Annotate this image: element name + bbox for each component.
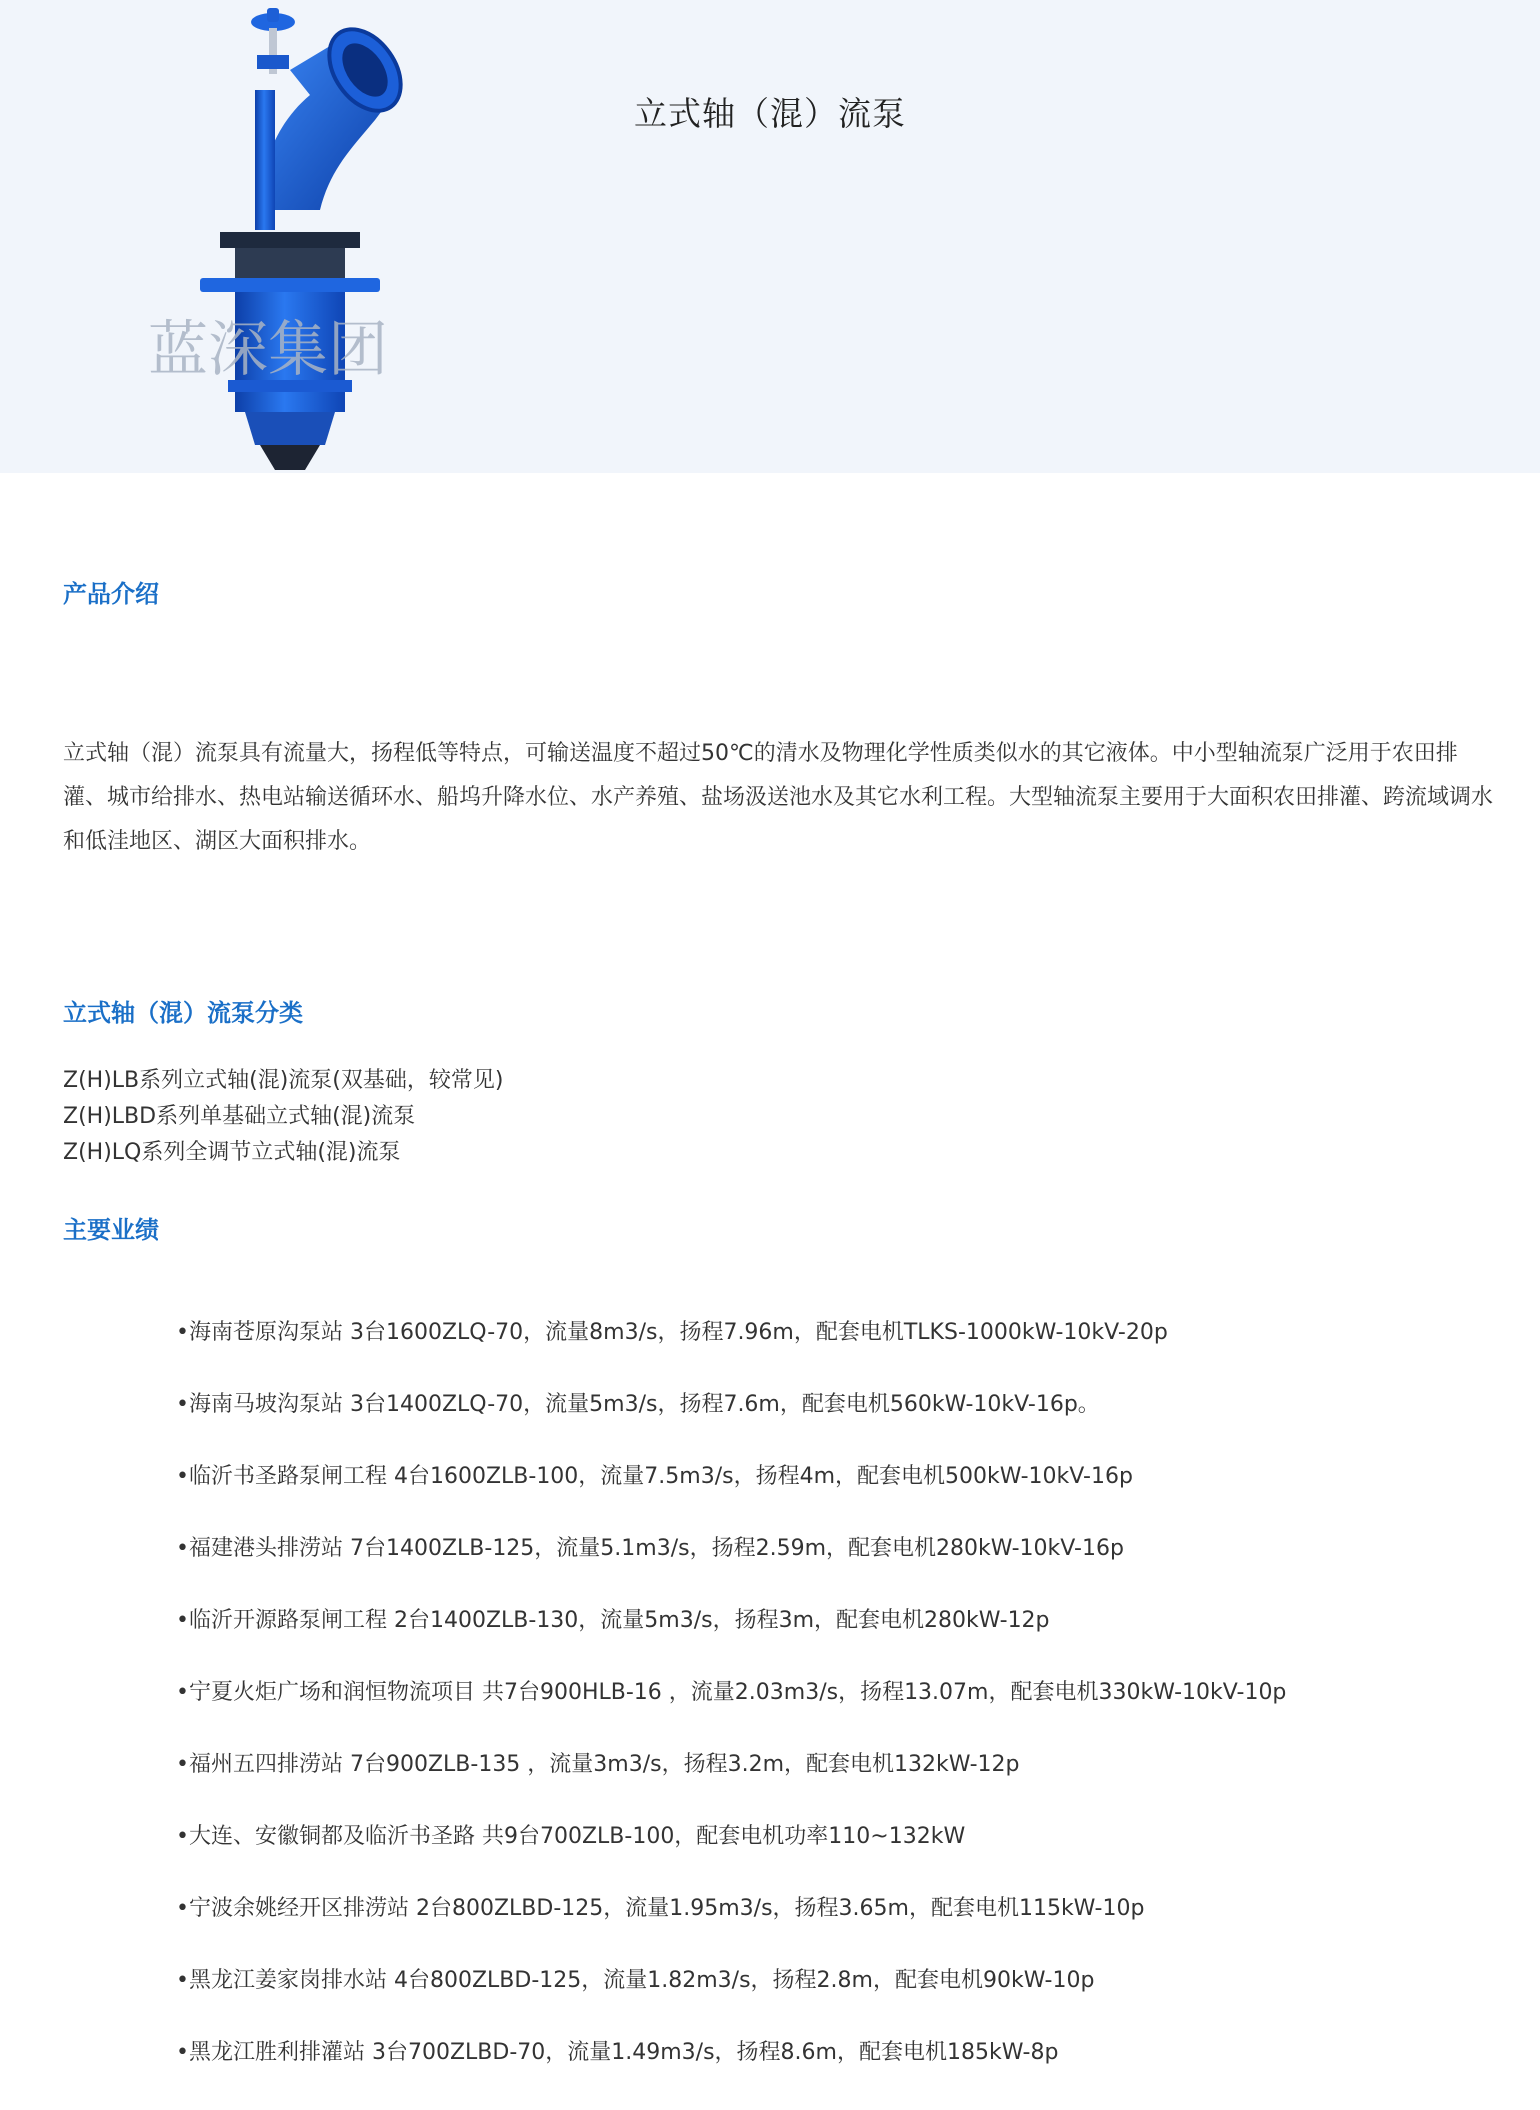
section-heading-classification: 立式轴（混）流泵分类 [63,999,303,1027]
list-item: •黑龙江胜利排灌站 3台700ZLBD-70，流量1.49m3/s，扬程8.6m，配套电机185kW-8p [176,2040,1059,2065]
hero-banner [0,0,1540,473]
list-item: Z(H)LB系列立式轴(混)流泵(双基础，较常见) [63,1068,504,1093]
list-item: Z(H)LQ系列全调节立式轴(混)流泵 [63,1140,401,1165]
list-item: •宁波余姚经开区排涝站 2台800ZLBD-125，流量1.95m3/s，扬程3.65m，配套电机115kW-10p [176,1896,1145,1921]
section-heading-intro: 产品介绍 [63,580,159,608]
list-item: •福建港头排涝站 7台1400ZLB-125，流量5.1m3/s，扬程2.59m，配套电机280kW-10kV-16p [176,1536,1124,1561]
section-heading-achievements: 主要业绩 [63,1216,159,1244]
list-item: Z(H)LBD系列单基础立式轴(混)流泵 [63,1104,416,1129]
intro-paragraph: 立式轴（混）流泵具有流量大，扬程低等特点，可输送温度不超过50℃的清水及物理化学性质类似水的其它液体。中小型轴流泵广泛用于农田排灌、城市给排水、热电站输送循环水、船坞升降水位、水产养殖、盐场汲送池水及其它水利工程。大型轴流泵主要用于大面积农田排灌、跨流域调水和低洼地区、湖区大面积排水。 [63,741,1494,854]
list-item: •黑龙江姜家岗排水站 4台800ZLBD-125，流量1.82m3/s，扬程2.8m，配套电机90kW-10p [176,1968,1095,1993]
pump-product-image [140,0,460,478]
list-item: •临沂书圣路泵闸工程 4台1600ZLB-100，流量7.5m3/s，扬程4m，配套电机500kW-10kV-16p [176,1464,1133,1489]
classification-list [63,1063,503,1171]
list-item: •大连、安徽铜都及临沂书圣路 共9台700ZLB-100，配套电机功率110~132kW [176,1824,966,1849]
list-item: •海南苍原沟泵站 3台1600ZLQ-70，流量8m3/s，扬程7.96m，配套电机TLKS-1000kW-10kV-20p [176,1320,1168,1345]
list-item: •福州五四排涝站 7台900ZLB-135 ，流量3m3/s，扬程3.2m，配套电机132kW-12p [176,1752,1020,1777]
page-title: 立式轴（混）流泵 [634,94,906,133]
list-item: •海南马坡沟泵站 3台1400ZLQ-70，流量5m3/s，扬程7.6m，配套电机560kW-10kV-16p。 [176,1392,1100,1417]
list-item: •临沂开源路泵闸工程 2台1400ZLB-130，流量5m3/s，扬程3m，配套电机280kW-12p [176,1608,1050,1633]
image-watermark: 蓝深集团 [148,315,388,385]
achievements-list [176,1315,1286,2107]
list-item: •宁夏火炬广场和润恒物流项目 共7台900HLB-16 ，流量2.03m3/s，扬程13.07m，配套电机330kW-10kV-10p [176,1680,1287,1705]
